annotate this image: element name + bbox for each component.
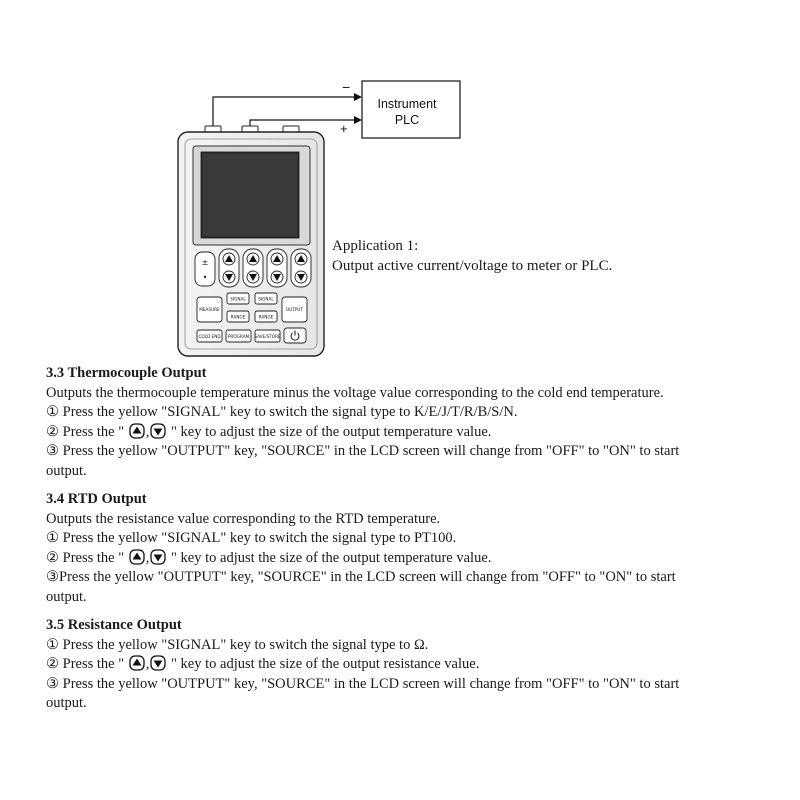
wire-arrows <box>354 93 362 124</box>
arrow-negative-icon <box>354 93 362 101</box>
step-2: ② Press the " , " key to adjust the size of the output temperature value. <box>46 549 492 566</box>
step-2: ② Press the " , " key to adjust the size of the output temperature value. <box>46 423 492 440</box>
step-3-line-1: ③Press the yellow "OUTPUT" key, "SOURCE" in the LCD screen will change from "OFF" to "ON" to start <box>46 569 676 585</box>
plc-label: PLC <box>394 113 420 127</box>
updown-key-2 <box>243 249 263 287</box>
down-key-icon <box>150 655 166 671</box>
section-intro: Outputs the resistance value corresponding to the RTD temperature. <box>46 510 441 527</box>
step-1: ① Press the yellow "SIGNAL" key to switch the signal type to Ω. <box>46 636 429 653</box>
updown-key-3 <box>267 249 287 287</box>
updown-key-4 <box>291 249 311 287</box>
step-1: ① Press the yellow "SIGNAL" key to switch the signal type to K/E/J/T/R/B/S/N. <box>46 404 518 420</box>
updown-key-1 <box>219 249 239 287</box>
svg-text:PROGRAM: PROGRAM <box>227 334 250 339</box>
calibrator-device <box>178 126 324 356</box>
step-3-line-2: output. <box>46 462 87 479</box>
section-heading: 3.5 Resistance Output <box>46 617 182 633</box>
step-1: ① Press the yellow "SIGNAL" key to switch the signal type to PT100. <box>46 530 457 546</box>
up-key-icon <box>129 423 145 439</box>
negative-wire <box>213 97 356 128</box>
svg-text:OUTPUT: OUTPUT <box>285 307 304 312</box>
step-2: ② Press the " , " key to adjust the size of the output resistance value. <box>46 656 480 672</box>
step-3-line-2: output. <box>46 695 87 711</box>
step-3-line-1: ③ Press the yellow "OUTPUT" key, "SOURCE" in the LCD screen will change from "OFF" to "ON" to start <box>46 443 680 459</box>
svg-text:COLD END: COLD END <box>198 334 221 339</box>
section-rtd-output <box>46 490 766 607</box>
svg-text:•: • <box>202 273 208 282</box>
section-thermocouple-output <box>46 364 766 481</box>
minus-sign: − <box>342 79 351 95</box>
svg-text:RANGE: RANGE <box>258 314 274 320</box>
svg-text:RANGE: RANGE <box>230 314 246 320</box>
section-resistance-output <box>46 616 766 714</box>
svg-text:SIGNAL: SIGNAL <box>230 296 246 302</box>
plus-sign: + <box>340 121 348 136</box>
instrument-label: Instrument <box>377 97 437 111</box>
arrow-positive-icon <box>354 116 362 124</box>
application-title: Application 1: <box>332 238 419 254</box>
section-heading: 3.3 Thermocouple Output <box>46 365 207 381</box>
application-description: Output active current/voltage to meter or PLC. <box>332 258 613 274</box>
step-3-line-1: ③ Press the yellow "OUTPUT" key, "SOURCE" in the LCD screen will change from "OFF" to "ON" to start <box>46 675 680 692</box>
wiring-diagram <box>0 0 800 360</box>
down-key-icon <box>150 549 166 565</box>
wiring <box>213 97 356 128</box>
svg-text:SAVE/STORE: SAVE/STORE <box>254 334 281 339</box>
up-key-icon <box>129 655 145 671</box>
application-caption <box>332 236 612 276</box>
svg-text:±: ± <box>201 258 209 267</box>
instrument-plc-box <box>362 81 460 138</box>
down-key-icon <box>150 423 166 439</box>
keypad-top-row <box>195 249 311 287</box>
section-heading: 3.4 RTD Output <box>46 491 147 507</box>
step-3-line-2: output. <box>46 588 87 605</box>
svg-text:SIGNAL: SIGNAL <box>258 296 274 302</box>
up-key-icon <box>129 549 145 565</box>
svg-text:MEASURE: MEASURE <box>199 307 220 312</box>
section-intro: Outputs the thermocouple temperature minus the voltage value corresponding to the cold end temperature. <box>46 384 664 401</box>
